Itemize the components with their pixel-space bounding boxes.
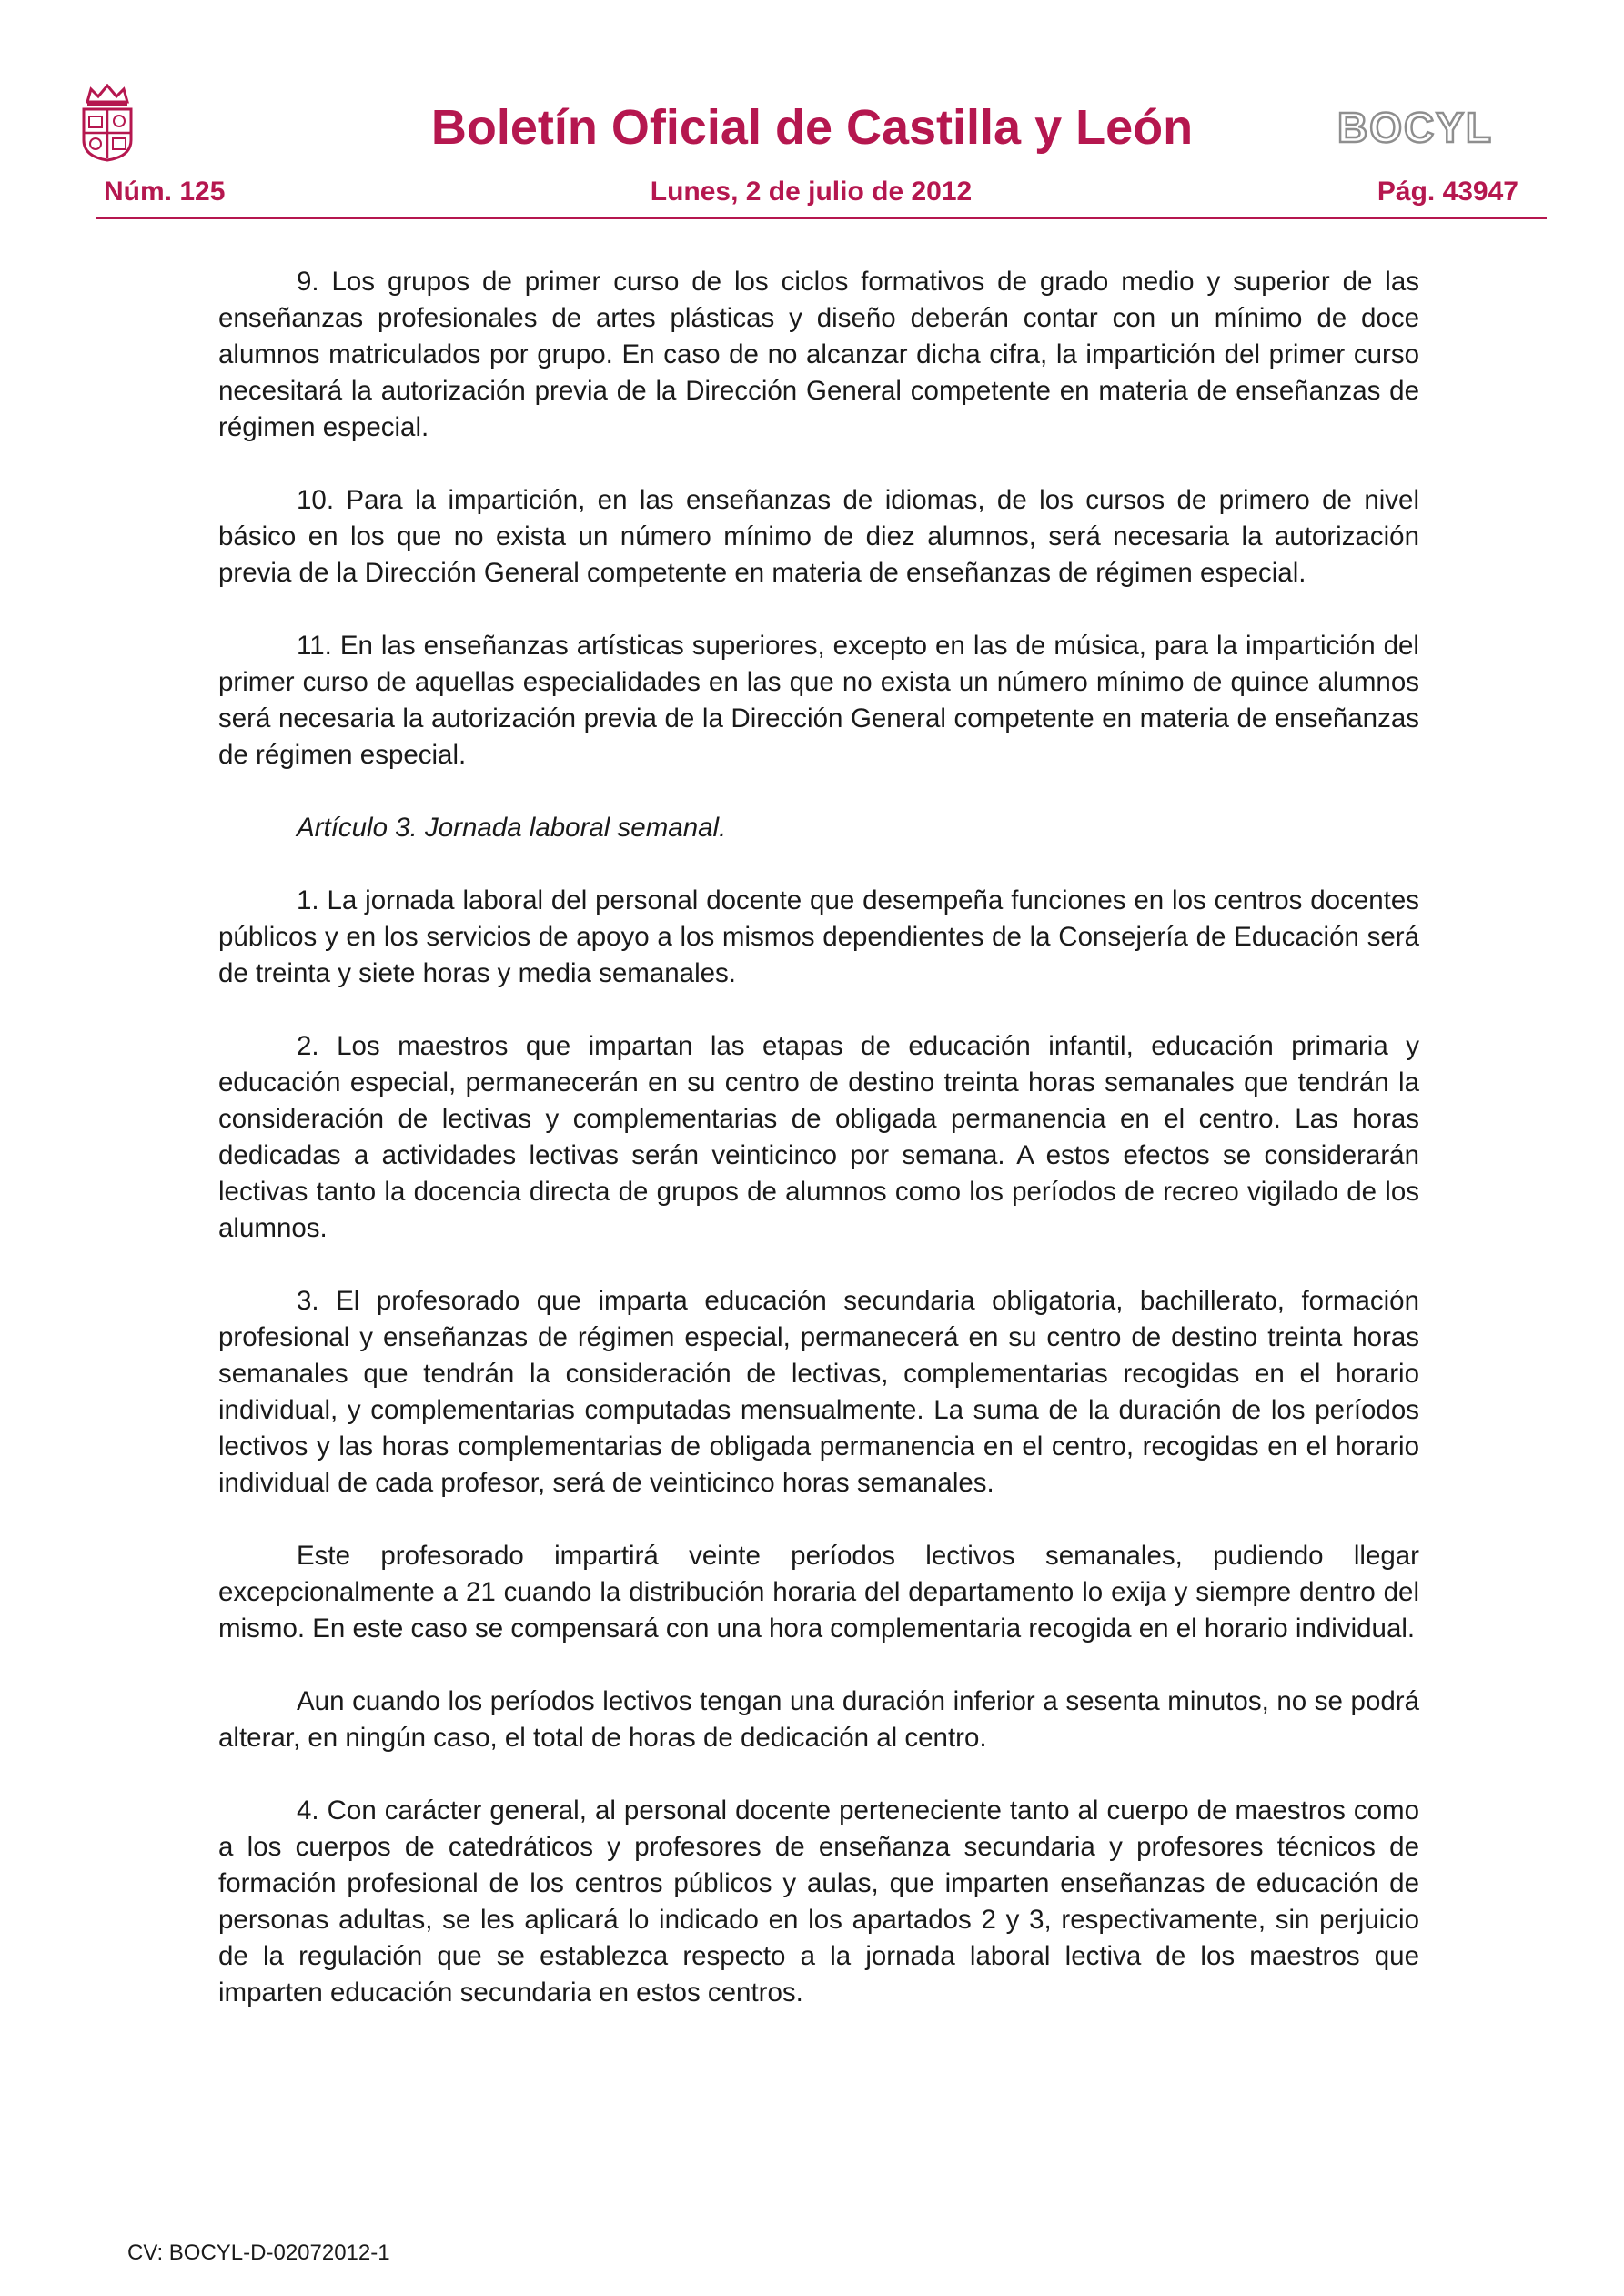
paragraph-10: 10. Para la impartición, en las enseñanzas de idiomas, de los cursos de primero de nivel básico en los que no exista un número mínimo de diez alumnos, será necesaria la autorización previa de la Dirección General competente en materia de enseñanzas de régimen especial. [218, 485, 1419, 588]
paragraph-11: 11. En las enseñanzas artísticas superiores, excepto en las de música, para la impartición del primer curso de aquellas especialidades en las que no exista un número mínimo de quince alumnos será necesaria la autorización previa de la Dirección General competente en materia de enseñanzas de régimen especial. [218, 631, 1419, 770]
article-3-paragraph-3: 3. El profesorado que imparta educación secundaria obligatoria, bachillerato, formación profesional y enseñanzas de régimen especial, permanecerá en su centro de destino treinta horas semanales que tendrán la consideración de lectivas, complementarias recogidas en el horario individual, y complementarias computadas mensualmente. La suma de la duración de los períodos lectivos y las horas complementarias de obligada permanencia en el centro, recogidas en el horario individual de cada profesor, será de veinticinco horas semanales. [218, 1286, 1419, 1498]
bulletin-title: Boletín Oficial de Castilla y León [430, 100, 1194, 155]
header-divider [96, 217, 1547, 219]
document-body [218, 264, 1419, 2048]
article-3-paragraph-3-continued: Este profesorado impartirá veinte períodos lectivos semanales, pudiendo llegar excepcionalmente a 21 cuando la distribución horaria del departamento lo exija y siempre dentro del mismo. En este caso se compensará con una hora complementaria recogida en el horario individual. [218, 1541, 1419, 1644]
article-3-paragraph-1: 1. La jornada laboral del personal docente que desempeña funciones en los centros docentes públicos y en los servicios de apoyo a los mismos dependientes de la Consejería de Educación será de treinta y siete horas y media semanales. [218, 885, 1419, 988]
article-3-paragraph-2: 2. Los maestros que impartan las etapas de educación infantil, educación primaria y educación especial, permanecerán en su centro de destino treinta horas semanales que tendrán la consideración de lectivas y complementarias de obligada permanencia en el centro. Las horas dedicadas a actividades lectivas serán veinticinco por semana. A estos efectos se considerarán lectivas tanto la docencia directa de grupos de alumnos como los períodos de recreo vigilado de los alumnos. [218, 1031, 1419, 1243]
document-cv-code: CV: BOCYL-D-02072012-1 [127, 2240, 390, 2265]
issue-number: Núm. 125 [104, 177, 226, 207]
paragraph-9: 9. Los grupos de primer curso de los ciclos formativos de grado medio y superior de las enseñanzas profesionales de artes plásticas y diseño deberán contar con un mínimo de doce alumnos matriculados por grupo. En caso de no alcanzar dicha cifra, la impartición del primer curso necesitará la autorización previa de la Dirección General competente en materia de enseñanzas de régimen especial. [218, 267, 1419, 442]
article-3-paragraph-3-note: Aun cuando los períodos lectivos tengan una duración inferior a sesenta minutos, no se podrá alterar, en ningún caso, el total de horas de dedicación al centro. [218, 1686, 1419, 1753]
article-3-paragraph-4: 4. Con carácter general, al personal docente perteneciente tanto al cuerpo de maestros como a los cuerpos de catedráticos y profesores de enseñanza secundaria y profesores técnicos de formación profesional de los centros públicos y aulas, que imparten enseñanzas de educación de personas adultas, se les aplicará lo indicado en los apartados 2 y 3, respectivamente, sin perjuicio de la regulación que se establezca respecto a la jornada laboral lectiva de los maestros que imparten educación secundaria en estos centros. [218, 1795, 1419, 2008]
issue-date: Lunes, 2 de julio de 2012 [650, 177, 973, 207]
article-3-heading: Artículo 3. Jornada laboral semanal. [297, 813, 727, 843]
page-number: Pág. 43947 [1377, 177, 1518, 207]
bocyl-logo-mark: BOCYL [1337, 104, 1493, 151]
issue-meta-row [104, 174, 1518, 210]
